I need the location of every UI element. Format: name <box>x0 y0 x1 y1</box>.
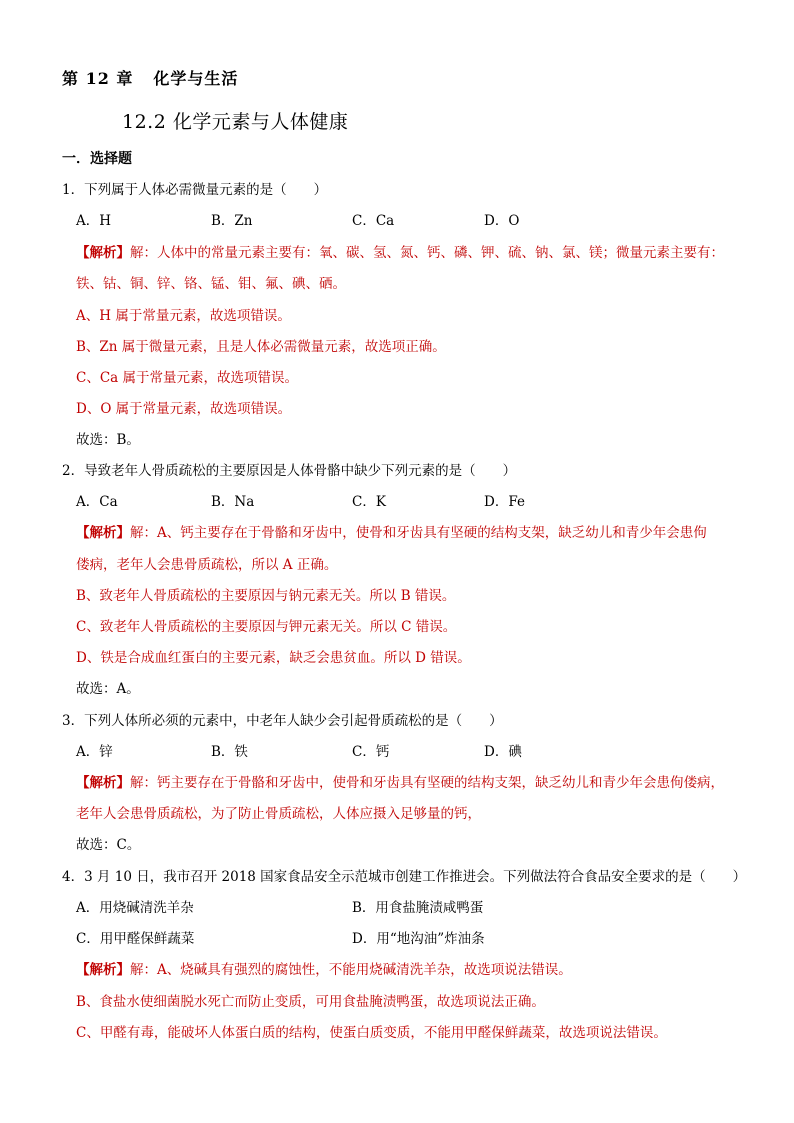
q4-option-a: A．用烧碱清洗羊杂 <box>76 900 194 916</box>
q2-option-b: B．Na <box>211 494 255 510</box>
q4-option-b: B．用食盐腌渍咸鸭蛋 <box>352 900 484 916</box>
q2-option-a: A．Ca <box>76 494 118 510</box>
chapter-name: 化学与生活 <box>153 69 239 88</box>
q1-analysis-line-1: 【解析】解：人体中的常量元素主要有：氧、碳、氢、氮、钙、磷、钾、硫、钠、氯、镁；微量元素主要有： <box>76 245 724 261</box>
q2-analysis-line-4: C、致老年人骨质疏松的主要原因与钾元素无关。所以 C 错误。 <box>76 619 457 635</box>
question-4-stem: 4．3 月 10 日，我市召开 2018 国家食品安全示范城市创建工作推进会。下列做法符合食品安全要求的是（ ） <box>62 869 747 885</box>
q1-option-c: C．Ca <box>352 213 395 229</box>
q4-analysis-line-1: 【解析】解：A、烧碱具有强烈的腐蚀性，不能用烧碱清洗羊杂，故选项说法错误。 <box>76 962 572 978</box>
question-3-stem: 3．下列人体所必须的元素中，中老年人缺少会引起骨质疏松的是（ ） <box>62 713 503 729</box>
analysis-tag: 【解析】 <box>76 962 130 978</box>
q1-option-d: D．O <box>484 213 520 229</box>
q3-analysis-line-2: 老年人会患骨质疏松，为了防止骨质疏松，人体应摄入足够量的钙， <box>76 806 481 822</box>
q1-answer: 故选：B。 <box>76 432 140 448</box>
q3-option-a: A．锌 <box>76 744 113 760</box>
q2-analysis-line-5: D、铁是合成血红蛋白的主要元素，缺乏会患贫血。所以 D 错误。 <box>76 650 471 666</box>
q2-analysis-line-2: 偻病，老年人会患骨质疏松，所以 A 正确。 <box>76 557 338 573</box>
q3-answer: 故选：C。 <box>76 837 141 853</box>
q3-option-c: C．钙 <box>352 744 390 760</box>
q4-analysis-line-3: C、甲醛有毒，能破坏人体蛋白质的结构，使蛋白质变质，不能用甲醛保鲜蔬菜，故选项说法错误。 <box>76 1025 667 1041</box>
q1-analysis-line-3: A、H 属于常量元素，故选项错误。 <box>76 308 291 324</box>
analysis-tag: 【解析】 <box>76 775 130 791</box>
q1-analysis-line-6: D、O 属于常量元素，故选项错误。 <box>76 401 292 417</box>
q3-option-b: B．铁 <box>211 744 248 760</box>
q3-option-d: D．碘 <box>484 744 522 760</box>
q4-option-c: C．用甲醛保鲜蔬菜 <box>76 931 195 947</box>
question-1-stem: 1．下列属于人体必需微量元素的是（ ） <box>62 182 328 198</box>
chapter-number: 第 12 章 <box>62 69 134 88</box>
analysis-tag: 【解析】 <box>76 245 130 261</box>
analysis-tag: 【解析】 <box>76 525 130 541</box>
q2-analysis-line-3: B、致老年人骨质疏松的主要原因与钠元素无关。所以 B 错误。 <box>76 588 456 604</box>
q2-option-d: D．Fe <box>484 494 525 510</box>
q2-analysis-line-1: 【解析】解：A、钙主要存在于骨骼和牙齿中，使骨和牙齿具有坚硬的结构支架，缺乏幼儿和青少年会患佝 <box>76 525 707 541</box>
section-title: 12.2 化学元素与人体健康 <box>122 111 349 133</box>
part-heading: 一．选择题 <box>62 151 132 167</box>
q4-option-d: D．用“地沟油”炸油条 <box>352 931 485 947</box>
q2-option-c: C．K <box>352 494 386 510</box>
question-2-stem: 2．导致老年人骨质疏松的主要原因是人体骨骼中缺少下列元素的是（ ） <box>62 463 517 479</box>
q2-answer: 故选：A。 <box>76 681 140 697</box>
q1-option-b: B．Zn <box>211 213 253 229</box>
chapter-heading <box>62 70 238 88</box>
q1-analysis-line-2: 铁、钴、铜、锌、铬、锰、钼、氟、碘、硒。 <box>76 276 346 292</box>
q4-analysis-line-2: B、食盐水使细菌脱水死亡而防止变质，可用食盐腌渍鸭蛋，故选项说法正确。 <box>76 994 545 1010</box>
q1-option-a: A．H <box>76 213 112 229</box>
q1-analysis-line-4: B、Zn 属于微量元素，且是人体必需微量元素，故选项正确。 <box>76 339 446 355</box>
q3-analysis-line-1: 【解析】解：钙主要存在于骨骼和牙齿中，使骨和牙齿具有坚硬的结构支架，缺乏幼儿和青少年会患佝偻病， <box>76 775 724 791</box>
q1-analysis-line-5: C、Ca 属于常量元素，故选项错误。 <box>76 370 298 386</box>
